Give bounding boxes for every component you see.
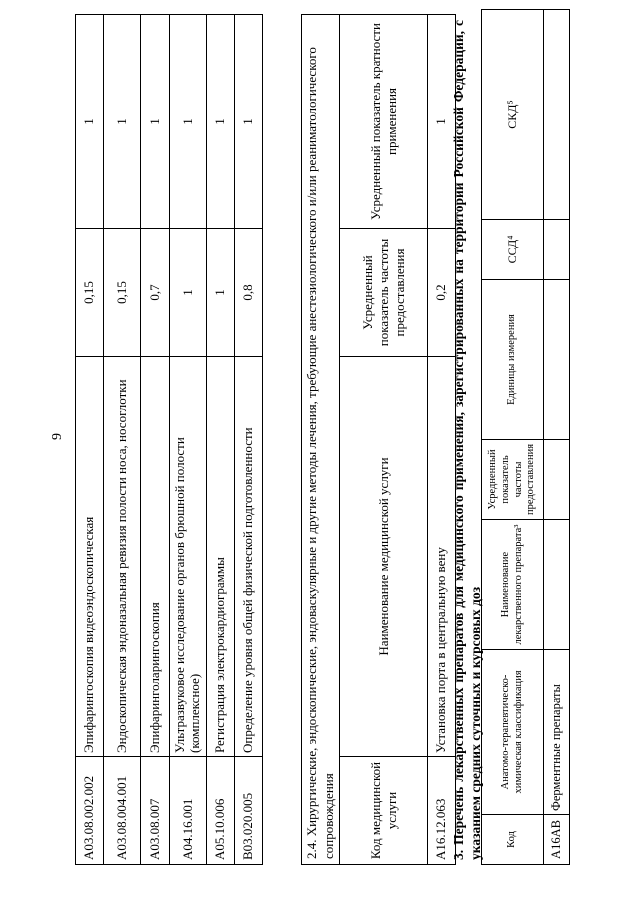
ssd-value [544, 220, 570, 280]
service-code: A05.10.006 [207, 757, 235, 865]
frequency-value: 0,2 [428, 229, 456, 357]
table-header-row [482, 10, 544, 865]
service-name: Регистрация электрокардиограммы [207, 357, 235, 757]
multiplicity-value: 1 [207, 15, 235, 229]
table-row [76, 15, 104, 865]
header-skd: СКД⁵ [482, 10, 544, 220]
frequency-value: 1 [170, 229, 207, 357]
header-multiplicity: Усредненный показатель кратности применения [340, 14, 428, 228]
header-code: Код [482, 815, 544, 865]
service-code: A03.08.004.001 [104, 757, 141, 865]
multiplicity-value: 1 [170, 15, 207, 229]
header-service-name: Наименование медицинской услуги [340, 357, 428, 757]
multiplicity-value: 1 [141, 15, 170, 229]
section-title-row [302, 14, 340, 864]
service-code: A03.08.007 [141, 757, 170, 865]
header-frequency: Усредненный показатель частоты предоставления [340, 229, 428, 357]
table-row [170, 15, 207, 865]
frequency-value [544, 440, 570, 520]
header-service-code: Код медицинской услуги [340, 757, 428, 865]
header-ssd: ССД⁴ [482, 220, 544, 280]
table-row [235, 15, 263, 865]
table-row [207, 15, 235, 865]
header-drug-name: Наименование лекарственного препарата³ [482, 520, 544, 650]
drug-name [544, 520, 570, 650]
multiplicity-value: 1 [76, 15, 104, 229]
services-table [75, 14, 263, 865]
service-name: Определение уровня общей физической подготовленности [235, 357, 263, 757]
table-row [104, 15, 141, 865]
service-name: Эндоскопическая эндоназальная ревизия полости носа, носоглотки [104, 357, 141, 757]
unit-value [544, 280, 570, 440]
drugs-table [481, 9, 570, 865]
page-number: 9 [50, 433, 65, 440]
multiplicity-value: 1 [428, 14, 456, 228]
table-header-row [340, 14, 428, 864]
header-units: Единицы измерения [482, 280, 544, 440]
section-3-title: 3. Перечень лекарственных препаратов для медицинского применения, зарегистрированных на территории Российской Федерации, с указанием средних суточных и курсовых доз [451, 20, 484, 860]
table-row [141, 15, 170, 865]
drug-code: A16AB [544, 815, 570, 865]
frequency-value: 0,15 [104, 229, 141, 357]
frequency-value: 0,7 [141, 229, 170, 357]
frequency-value: 0,8 [235, 229, 263, 357]
service-name: Установка порта в центральную вену [428, 357, 456, 757]
service-name: Ультразвуковое исследование органов брюшной полости (комплексное) [170, 357, 207, 757]
section-2-4-table [301, 14, 456, 865]
service-code: B03.020.005 [235, 757, 263, 865]
service-code: A16.12.063 [428, 757, 456, 865]
skd-value [544, 10, 570, 220]
table-row [544, 10, 570, 865]
frequency-value: 0,15 [76, 229, 104, 357]
section-2-4-title: 2.4. Хирургические, эндоскопические, эндоваскулярные и другие методы лечения, требующие анестезиологического и/или реаниматологического сопровождения [302, 14, 340, 864]
header-atc-classification: Анатомо-терапевтическо-химическая классификация [482, 650, 544, 815]
atc-classification: Ферментные препараты [544, 650, 570, 815]
service-name: Эпифаринголарингоскопия [141, 357, 170, 757]
service-code: A03.08.002.002 [76, 757, 104, 865]
frequency-value: 1 [207, 229, 235, 357]
multiplicity-value: 1 [235, 15, 263, 229]
service-code: A04.16.001 [170, 757, 207, 865]
multiplicity-value: 1 [104, 15, 141, 229]
service-name: Эпифарингоскопия видеоэндоскопическая [76, 357, 104, 757]
header-frequency: Усредненный показатель частоты предоставления [482, 440, 544, 520]
